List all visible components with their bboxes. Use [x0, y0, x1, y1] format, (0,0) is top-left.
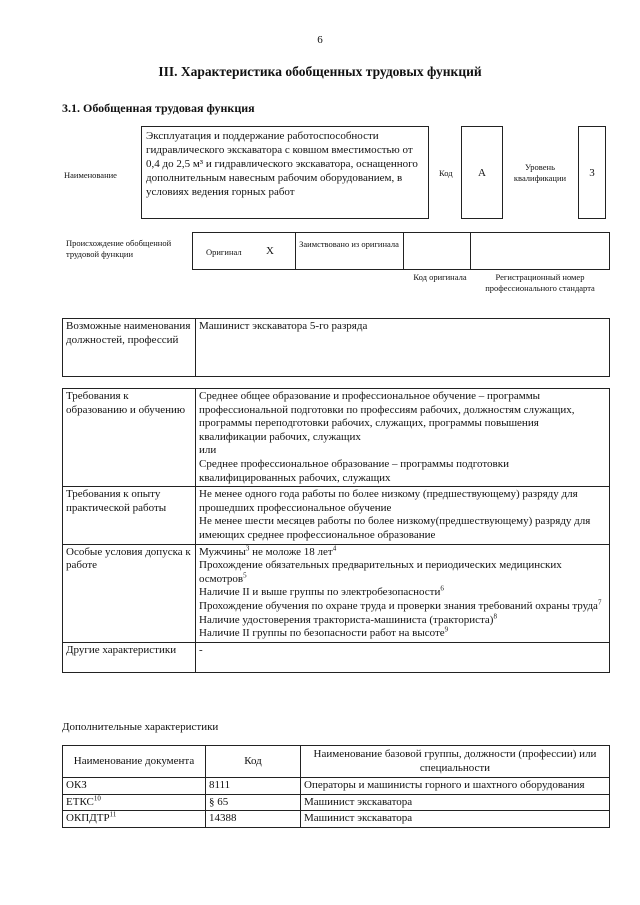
col-header-document: Наименование документа: [63, 746, 206, 778]
name-value: Эксплуатация и поддержание работоспособности гидравлического экскаватора с ковшом вместимостью от 0,4 до 2,5 м³ и гидравлического экскаватора, оснащенного дополнительным навесным рабочим оборудованием, в условиях ведения горных работ: [141, 126, 429, 219]
footnote-ref: 11: [109, 810, 117, 819]
divider: [470, 232, 471, 270]
subsection-title: 3.1. Обобщенная трудовая функция: [62, 101, 255, 115]
col-header-code: Код: [206, 746, 301, 778]
borrowed-label: Заимствовано из оригинала: [299, 239, 399, 249]
code-label: Код: [439, 168, 453, 178]
condition-item: Наличие II группы по безопасности работ на высоте$^9$: [199, 625, 449, 640]
reg-number-label: Регистрационный номер профессионального стандарта: [485, 272, 595, 293]
experience-label: Требования к опыту практической работы: [63, 487, 196, 544]
doc-name: ЕТКС: [66, 795, 94, 808]
positions-label: Возможные наименования должностей, профессий: [63, 319, 196, 377]
doc-name: ОКПДТР: [66, 812, 110, 825]
col-header-name: Наименование базовой группы, должности (профессии) или специальности: [301, 746, 610, 778]
education-line: или: [199, 444, 217, 457]
other-value: -: [196, 642, 610, 672]
condition-item: Наличие удостоверения тракториста-машиниста (тракториста)$^8$: [199, 611, 497, 626]
additional-table: [62, 745, 610, 828]
additional-title: Дополнительные характеристики: [62, 721, 219, 733]
condition-item: Прохождение обязательных предварительных и периодических медицинских осмотров$^5$: [199, 559, 562, 585]
table-row: [63, 794, 610, 811]
experience-line: Не менее шести месяцев работы по более низкому(предшествующему) разряду для имеющих среднее профессиональное образование: [199, 515, 591, 541]
group-name: Машинист экскаватора: [301, 794, 610, 811]
education-label: Требования к образованию и обучению: [63, 389, 196, 487]
conditions-cell: [196, 544, 610, 642]
doc-code: 8111: [206, 778, 301, 795]
requirements-table: [62, 388, 610, 673]
origin-label: Происхождение обобщенной трудовой функции: [66, 238, 172, 259]
positions-table: [62, 318, 610, 377]
doc-name: ОКЗ: [66, 779, 87, 791]
name-label: Наименование: [64, 170, 117, 180]
page-number: 6: [317, 34, 323, 46]
original-label: Оригинал: [206, 247, 242, 257]
condition-item: Прохождение обучения по охране труда и проверки знания требований охраны труда$^7$: [199, 598, 602, 612]
table-row: [63, 778, 610, 795]
code-value: А: [461, 126, 503, 219]
doc-code: § 65: [206, 794, 301, 811]
footnote-ref: 10: [93, 793, 101, 802]
divider: [295, 232, 296, 270]
education-cell: [196, 389, 610, 487]
positions-value: Машинист экскаватора 5-го разряда: [196, 319, 610, 377]
other-label: Другие характеристики: [63, 642, 196, 672]
code-original-label: Код оригинала: [413, 272, 467, 282]
level-value: 3: [578, 126, 606, 219]
section-title: III. Характеристика обобщенных трудовых функций: [158, 64, 482, 79]
group-name: Операторы и машинисты горного и шахтного оборудования: [301, 778, 610, 795]
level-label: Уровень квалификации: [513, 162, 567, 183]
condition-item: Наличие II и выше группы по электробезопасности$^6$: [199, 584, 444, 599]
education-line: Среднее общее образование и профессиональное обучение – программы профессиональной подготовки по профессиям рабочих, должностям служащих, программы переподготовки рабочих, служащих, программы повышения квалификации рабочих, служащих: [199, 390, 575, 443]
condition-item: Мужчины$^3$ не моложе 18 лет$^4$: [199, 543, 337, 558]
divider: [403, 232, 404, 270]
education-line: Среднее профессиональное образование – программы подготовки квалифицированных рабочих, служащих: [199, 457, 509, 484]
original-mark: Х: [266, 245, 274, 257]
table-row: [63, 811, 610, 828]
origin-box: [192, 232, 610, 270]
doc-code: 14388: [206, 811, 301, 828]
conditions-label: Особые условия допуска к работе: [63, 544, 196, 642]
experience-line: Не менее одного года работы по более низкому (предшествующему) разряду для прошедших профессиональное обучение: [199, 488, 578, 514]
group-name: Машинист экскаватора: [301, 811, 610, 828]
experience-cell: [196, 487, 610, 544]
